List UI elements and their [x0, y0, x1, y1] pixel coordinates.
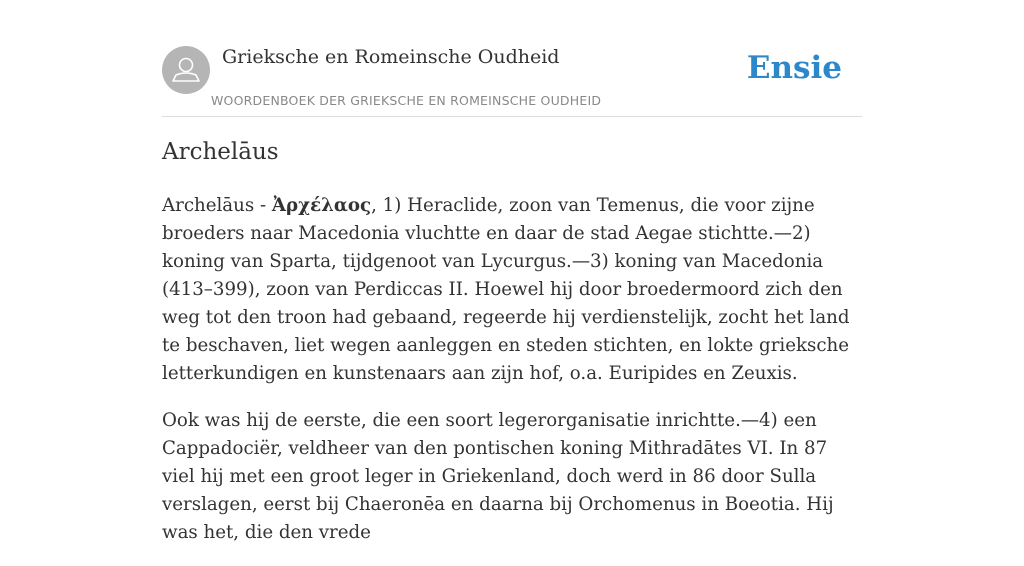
greek-term: Ἀρχέλαος [271, 195, 372, 216]
source-header [162, 46, 862, 117]
source-subtitle: WOORDENBOEK DER GRIEKSCHE EN ROMEINSCHE OUDHEID [211, 93, 602, 108]
entry-paragraph: Ook was hij de eerste, die een soort legerorganisatie inrichtte.—4) een Cappadociër, veldheer van den pontischen koning Mithradātes VI. In 87 viel hij met een groot leger in Griekenland, doch werd in 86 door Sulla verslagen, eerst bij Chaeronēa en daarna bij Orchomenus in Boeotia. Hij was het, die den vrede [162, 410, 834, 543]
user-icon[interactable] [162, 46, 210, 94]
entry-paragraph [162, 192, 862, 388]
source-title[interactable]: Grieksche en Romeinsche Oudheid [222, 46, 560, 68]
entry-content [162, 192, 862, 566]
entry-body: , 1) Heraclide, zoon van Temenus, die voor zijne broeders naar Macedonia vluchtte en daar de stad Aegae stichtte.—2) koning van Sparta, tijdgenoot van Lycurgus.—3) koning van Macedonia (413–399), zoon van Perdiccas II. Hoewel hij door broedermoord zich den weg tot den troon had gebaand, regeerde hij verdienstelijk, zocht het land te beschaven, liet wegen aanleggen en steden stichten, en lokte grieksche letterkundigen en kunstenaars aan zijn hof, o.a. Euripides en Zeuxis. [162, 195, 850, 384]
ensie-logo[interactable]: Ensie [746, 50, 842, 86]
entry-title: Archelāus [162, 139, 279, 165]
entry-head: Archelāus - [162, 195, 272, 216]
